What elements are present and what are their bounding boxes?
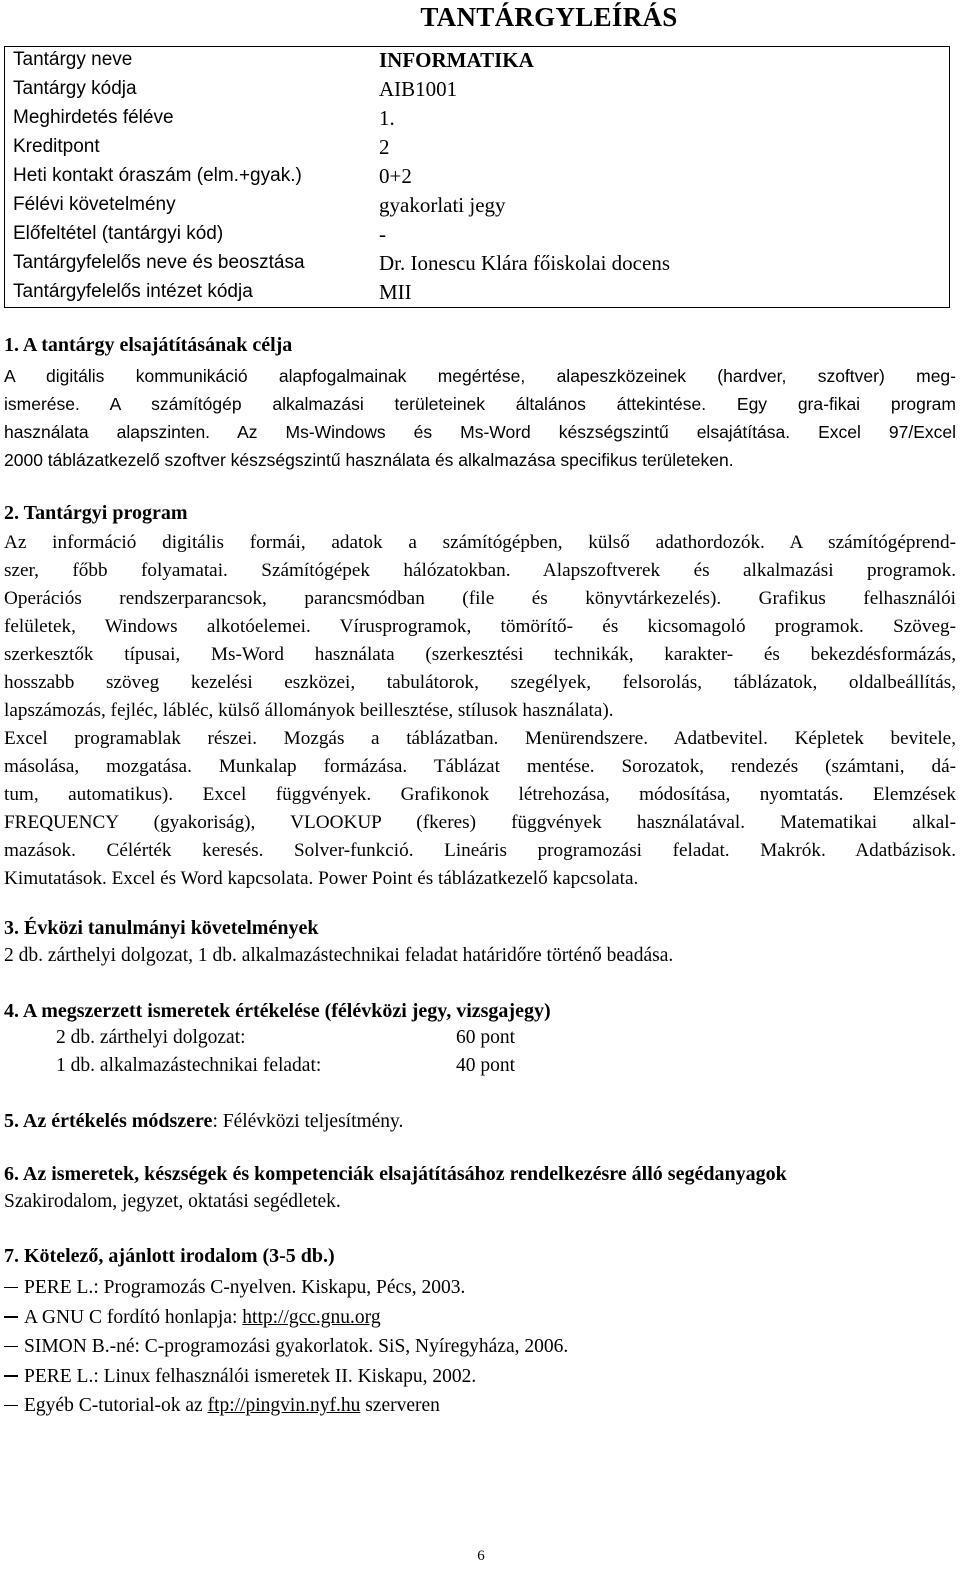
reference-link[interactable]: http://gcc.gnu.org [242, 1306, 381, 1328]
reference-list [4, 1273, 568, 1421]
text-line: szerkesztők típusai, Ms-Word használata (szerkesztési technikák, karakter- és bekezdésformázás, [4, 644, 956, 665]
info-label: Tantárgy neve [13, 49, 133, 70]
dash-bullet-icon [4, 1346, 18, 1348]
section-4-heading: 4. A megszerzett ismeretek értékelése (félévközi jegy, vizsgajegy) [4, 1000, 551, 1022]
reference-item: SIMON B.-né: C-programozási gyakorlatok. SiS, Nyíregyháza, 2006. [4, 1332, 568, 1362]
text-line: szer, főbb folyamatai. Számítógépek hálózatokban. Alapszoftverek és alkalmazási programok. [4, 560, 956, 581]
text-line: lapszámozás, fejléc, lábléc, külső állományok beillesztése, stílusok használata). [4, 700, 614, 721]
section-1-heading: 1. A tantárgy elsajátításának célja [4, 334, 293, 356]
text-line: Excel programablak részei. Mozgás a táblázatban. Menürendszere. Adatbevitel. Képletek bevitele, [4, 728, 956, 749]
info-label: Félévi követelmény [13, 194, 176, 215]
info-label: Kreditpont [13, 136, 100, 157]
info-value: AIB1001 [379, 77, 458, 101]
reference-link[interactable]: ftp://pingvin.nyf.hu [207, 1395, 361, 1416]
page-number: 6 [477, 1548, 485, 1564]
info-value: 1. [379, 106, 395, 130]
info-row-lecturer [5, 250, 949, 279]
text-line: felületek, Windows alkotóelemei. Vírusprogramok, tömörítő- és kicsomagoló programok. Szöveg- [4, 616, 956, 637]
info-row-course-name [5, 47, 949, 76]
evaluation-item: 2 db. zárthelyi dolgozat: [56, 1027, 246, 1048]
reference-item: A GNU C fordító honlapja: http://gcc.gnu.org [4, 1303, 568, 1333]
info-label: Meghirdetés féléve [13, 107, 174, 128]
text-line: A digitális kommunikáció alapfogalmainak megértése, alapeszközeinek (hardver, szoftver) meg- [4, 366, 956, 386]
info-value: MII [379, 280, 412, 304]
info-label: Tantárgyfelelős neve és beosztása [13, 252, 305, 273]
course-info-table [4, 46, 950, 308]
text-line: FREQUENCY (gyakoriság), VLOOKUP (fkeres) függvények használatával. Matematikai alkal- [4, 812, 956, 833]
evaluation-points: 60 pont [456, 1027, 516, 1048]
section-5-text: : Félévközi teljesítmény. [212, 1111, 404, 1132]
evaluation-points: 40 pont [456, 1055, 516, 1076]
evaluation-row [56, 1055, 516, 1077]
reference-item: PERE L.: Programozás C-nyelven. Kiskapu, Pécs, 2003. [4, 1273, 568, 1303]
info-value: 0+2 [379, 164, 412, 188]
reference-item: Egyéb C-tutorial-ok az ftp://pingvin.nyf.hu szerveren [4, 1391, 568, 1421]
section-5 [4, 1110, 403, 1133]
info-label: Tantárgyfelelős intézet kódja [13, 281, 253, 302]
document-title: TANTÁRGYLEÍRÁS [420, 2, 678, 32]
info-label: Tantárgy kódja [13, 78, 137, 99]
text-line: másolása, mozgatása. Munkalap formázása. Táblázat mentése. Sorozatok, rendezés (számtani, dá- [4, 756, 956, 777]
section-6-text: Szakirodalom, jegyzet, oktatási segédletek. [4, 1191, 341, 1212]
info-row-credits [5, 134, 949, 163]
section-3-heading: 3. Évközi tanulmányi követelmények [4, 917, 319, 939]
text-line: tum, automatikus). Excel függvények. Grafikonok létrehozása, módosítása, nyomtatás. Elemzések [4, 784, 956, 805]
section-5-heading: 5. Az értékelés módszere [4, 1110, 213, 1132]
text-line: Operációs rendszerparancsok, parancsmódban (file és könyvtárkezelés). Grafikus felhasználói [4, 588, 956, 609]
info-row-contact-hours [5, 163, 949, 192]
info-label: Heti kontakt óraszám (elm.+gyak.) [13, 165, 302, 186]
info-row-prerequisite [5, 221, 949, 250]
text-line: Kimutatások. Excel és Word kapcsolata. Power Point és táblázatkezelő kapcsolata. [4, 868, 639, 889]
info-value: 2 [379, 135, 390, 159]
dash-bullet-icon [4, 1316, 18, 1318]
dash-bullet-icon [4, 1375, 18, 1377]
text-line: ismerése. A számítógép alkalmazási területeinek általános áttekintése. Egy gra-fikai program [4, 394, 956, 414]
evaluation-item: 1 db. alkalmazástechnikai feladat: [56, 1055, 322, 1076]
info-row-institute [5, 279, 949, 308]
text-line: Az információ digitális formái, adatok a számítógépben, külső adathordozók. A számítógéprend- [4, 532, 956, 553]
dash-bullet-icon [4, 1405, 18, 1407]
info-row-requirement [5, 192, 949, 221]
section-1-body [4, 362, 956, 474]
section-7-heading: 7. Kötelező, ajánlott irodalom (3-5 db.) [4, 1245, 335, 1267]
info-row-course-code [5, 76, 949, 105]
text-line: használata alapszinten. Az Ms-Windows és Ms-Word készségszintű elsajátítása. Excel 97/Excel [4, 422, 956, 442]
evaluation-row [56, 1027, 516, 1049]
section-3-text: 2 db. zárthelyi dolgozat, 1 db. alkalmazástechnikai feladat határidőre történő beadása. [4, 945, 674, 966]
info-value: Dr. Ionescu Klára főiskolai docens [379, 251, 670, 275]
info-value: INFORMATIKA [379, 48, 534, 72]
reference-item: PERE L.: Linux felhasználói ismeretek II. Kiskapu, 2002. [4, 1362, 568, 1392]
info-value: gyakorlati jegy [379, 193, 506, 217]
dash-bullet-icon [4, 1287, 18, 1289]
info-row-semester [5, 105, 949, 134]
text-line: hosszabb szöveg kezelési eszközei, tabulátorok, szegélyek, felsorolás, táblázatok, oldalbeállítás, [4, 672, 956, 693]
text-line: mazások. Célérték keresés. Solver-funkció. Lineáris programozási feladat. Makrók. Adatbázisok. [4, 840, 956, 861]
section-6-heading: 6. Az ismeretek, készségek és kompetenciák elsajátításához rendelkezésre álló segédanyagok [4, 1163, 787, 1185]
info-value: - [379, 222, 386, 246]
section-2-body [4, 529, 956, 893]
section-2-heading: 2. Tantárgyi program [4, 502, 188, 524]
info-label: Előfeltétel (tantárgyi kód) [13, 223, 224, 244]
text-line: 2000 táblázatkezelő szoftver készségszintű használata és alkalmazása specifikus területeken. [4, 450, 734, 470]
